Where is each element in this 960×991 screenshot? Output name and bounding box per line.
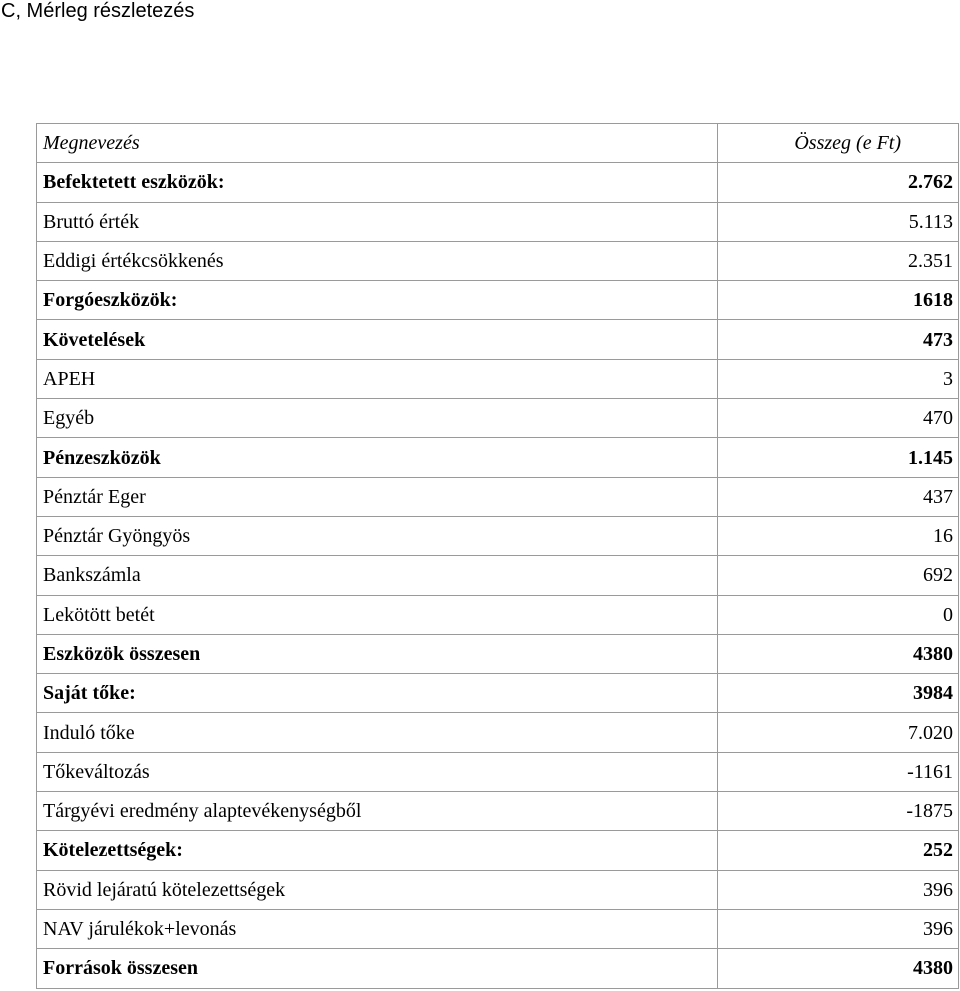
- row-amount: 2.762: [718, 163, 959, 202]
- table-row: [37, 949, 959, 988]
- table-row: [37, 752, 959, 791]
- row-label: Pénztár Gyöngyös: [37, 516, 718, 555]
- row-amount: 7.020: [718, 713, 959, 752]
- table-header-row: [37, 124, 959, 163]
- table-row: [37, 792, 959, 831]
- table-row: [37, 281, 959, 320]
- row-amount: 1.145: [718, 438, 959, 477]
- row-label: Rövid lejáratú kötelezettségek: [37, 870, 718, 909]
- table-row: [37, 595, 959, 634]
- table-row: [37, 713, 959, 752]
- row-label: Követelések: [37, 320, 718, 359]
- row-label: Befektetett eszközök:: [37, 163, 718, 202]
- row-amount: 396: [718, 909, 959, 948]
- row-label: Egyéb: [37, 399, 718, 438]
- row-label: Saját tőke:: [37, 674, 718, 713]
- row-amount: 470: [718, 399, 959, 438]
- page-title: C, Mérleg részletezés: [1, 0, 195, 22]
- table-row: [37, 163, 959, 202]
- row-label: Pénztár Eger: [37, 477, 718, 516]
- row-amount: 3984: [718, 674, 959, 713]
- row-amount: -1161: [718, 752, 959, 791]
- table-row: [37, 399, 959, 438]
- row-label: Bruttó érték: [37, 202, 718, 241]
- table-row: [37, 438, 959, 477]
- row-amount: 252: [718, 831, 959, 870]
- row-amount: 437: [718, 477, 959, 516]
- row-amount: 4380: [718, 949, 959, 988]
- column-header-amount: Összeg (e Ft): [718, 124, 959, 163]
- table-row: [37, 634, 959, 673]
- row-label: Eszközök összesen: [37, 634, 718, 673]
- table-row: [37, 320, 959, 359]
- row-amount: 16: [718, 516, 959, 555]
- row-label: Bankszámla: [37, 556, 718, 595]
- row-amount: 692: [718, 556, 959, 595]
- row-label: Források összesen: [37, 949, 718, 988]
- column-header-name: Megnevezés: [37, 124, 718, 163]
- row-amount: 2.351: [718, 241, 959, 280]
- table-row: [37, 909, 959, 948]
- row-label: Kötelezettségek:: [37, 831, 718, 870]
- row-label: Eddigi értékcsökkenés: [37, 241, 718, 280]
- table-row: [37, 831, 959, 870]
- row-amount: 3: [718, 359, 959, 398]
- table-row: [37, 202, 959, 241]
- row-amount: 1618: [718, 281, 959, 320]
- row-label: NAV járulékok+levonás: [37, 909, 718, 948]
- row-label: Tőkeváltozás: [37, 752, 718, 791]
- row-amount: -1875: [718, 792, 959, 831]
- table-body: [37, 163, 959, 988]
- table-row: [37, 241, 959, 280]
- row-amount: 0: [718, 595, 959, 634]
- row-label: Induló tőke: [37, 713, 718, 752]
- row-label: APEH: [37, 359, 718, 398]
- row-amount: 473: [718, 320, 959, 359]
- row-label: Forgóeszközök:: [37, 281, 718, 320]
- table-row: [37, 359, 959, 398]
- row-label: Tárgyévi eredmény alaptevékenységből: [37, 792, 718, 831]
- balance-sheet-table: [36, 123, 959, 989]
- row-amount: 5.113: [718, 202, 959, 241]
- row-amount: 4380: [718, 634, 959, 673]
- table-row: [37, 516, 959, 555]
- table-row: [37, 556, 959, 595]
- row-label: Pénzeszközök: [37, 438, 718, 477]
- table-row: [37, 674, 959, 713]
- row-label: Lekötött betét: [37, 595, 718, 634]
- row-amount: 396: [718, 870, 959, 909]
- table-row: [37, 477, 959, 516]
- table-row: [37, 870, 959, 909]
